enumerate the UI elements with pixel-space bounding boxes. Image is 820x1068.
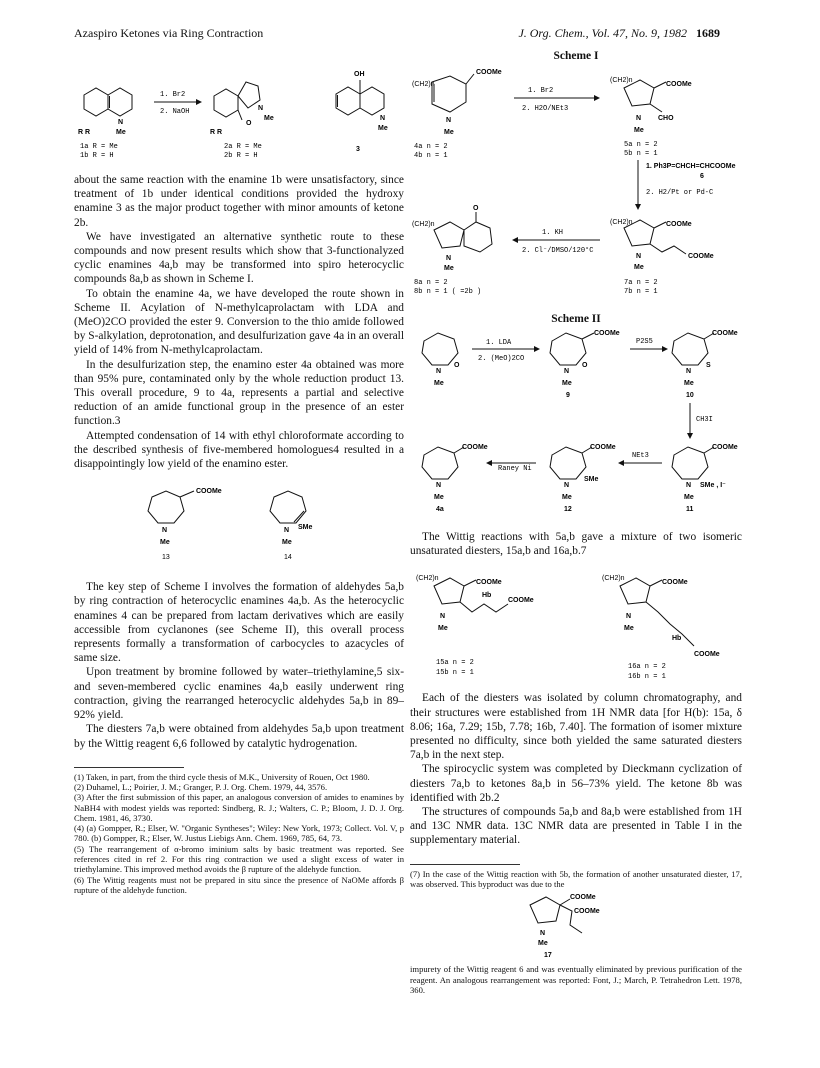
- reagent-1: 1. Br2: [160, 91, 186, 99]
- structure-5: [624, 80, 666, 112]
- CH2n-5: (CH2)n: [610, 77, 633, 84]
- structure-2: [214, 82, 260, 120]
- label-4b: 4b n = 1: [414, 152, 448, 160]
- atom-N-3: N: [380, 115, 386, 122]
- right-body-text-2: [410, 691, 742, 847]
- N-lactam: N: [436, 368, 442, 375]
- footnote: (1) Taken, in part, from the third cycle thesis of M.K., University of Rouen, Oct 1980.: [74, 771, 370, 782]
- SMe-11: SMe , I⁻: [700, 482, 726, 489]
- Me-5: Me: [634, 127, 644, 134]
- structure-4a: [422, 447, 464, 479]
- footnote: (4) (a) Gompper, R.; Elser, W. "Organic Syntheses"; Wiley: New York, 1973; Collect. Vol. V, p 780. (b) Gompper, R.; Elser, W. Justus Liebigs Ann. Chem. 1969, 785, 64, 73.: [74, 823, 404, 844]
- COOMe-7a: COOMe: [666, 221, 692, 228]
- structure-12: [550, 447, 592, 479]
- scheme2-step5: Raney Ni: [498, 465, 532, 473]
- atom-RR-2: R R: [210, 129, 223, 136]
- label-15b: 15b n = 1: [436, 669, 474, 678]
- footnote: (2) Duhamel, L.; Poirier, J. M.; Granger, P. J. Org. Chem. 1979, 44, 3576.: [74, 782, 328, 792]
- N-4a: N: [436, 482, 442, 489]
- N-4: N: [446, 117, 452, 124]
- COOMe-7b: COOMe: [688, 253, 714, 260]
- paragraph: Upon treatment by bromine followed by water–triethylamine,5 six- and seven-membered cyclic enamines 4a,b easily underwent ring contraction, giving the rearranged heterocyclic aldehydes 5a,b in 89–92% yield.: [74, 666, 404, 722]
- Hb-16: Hb: [672, 635, 682, 643]
- right-column: [410, 50, 742, 995]
- COOMe-4a: COOMe: [462, 444, 488, 451]
- label-5b: 5b n = 1: [624, 150, 658, 158]
- label-4a: 4a n = 2: [414, 143, 448, 151]
- label-10: 10: [686, 392, 694, 399]
- label-8a: 8a n = 2: [414, 279, 448, 287]
- scheme-1-figure: [410, 62, 742, 302]
- COOMe-15b: COOMe: [508, 597, 534, 605]
- label-16a: 16a n = 2: [628, 663, 666, 672]
- scheme1-step2a-label: 6: [700, 173, 704, 180]
- atom-N-1: N: [118, 119, 124, 126]
- Me-4: Me: [444, 129, 454, 136]
- structure-11: [672, 447, 714, 479]
- scheme-1-title: Scheme I: [553, 50, 599, 62]
- SMe-12: SMe: [584, 476, 599, 483]
- CHO-5: CHO: [658, 115, 674, 122]
- footnotes-left: [74, 772, 404, 896]
- label-16b: 16b n = 1: [628, 673, 666, 682]
- paragraph: In the desulfurization step, the enamino ester 4a obtained was more than 95% pure, contaminated only by the whole reduction product 13. This overall procedure, 9 to 4a, represents a partial and selective reduction of an amide functional group in the presence of an ester function.3: [74, 358, 404, 428]
- Me-7: Me: [634, 264, 644, 271]
- scheme-2-title: Scheme II: [551, 313, 601, 325]
- label-12: 12: [564, 506, 572, 513]
- N-5: N: [636, 115, 642, 122]
- CH2n-16: (CH2)n: [602, 575, 625, 583]
- label-7b: 7b n = 1: [624, 288, 658, 296]
- label-9: 9: [566, 392, 570, 399]
- scheme1-step3b: 2. Cl⁻/DMSO/120°C: [522, 247, 594, 255]
- CH2n-15: (CH2)n: [416, 575, 439, 583]
- Me-8: Me: [444, 265, 454, 272]
- scheme2-step4: NEt3: [632, 452, 649, 460]
- N-9: N: [564, 368, 570, 375]
- N-10: N: [686, 368, 692, 375]
- footnote: (5) The rearrangement of α-bromo iminium salts by basic treatment was reported. See references cited in ref 2. For this ring contraction we used a slight excess of water in triethylamine. This improved method avoids the β rupture of the aldehyde function.: [74, 843, 404, 875]
- label-8b: 8b n = 1 ( =2b ): [414, 288, 482, 296]
- structure-3: [336, 80, 384, 115]
- COOMe-16b: COOMe: [694, 651, 720, 659]
- left-body-text-1: [74, 173, 404, 471]
- footnote: (3) After the first submission of this paper, an analogous conversion of amides to enamines by NaBH4 with modest yields was reported: Sindberg, R. J.; Walters, C. P.; Bloom, J. D. J. Org. Chem. 1981, 46, 3730.: [74, 792, 404, 823]
- paragraph: We have investigated an alternative synthetic route to these compounds and now present results which show that 3-functionalyzed cyclic enamines 4a,b may be transformed into spiro heterocyclic compounds 8a,b as shown in Scheme I.: [74, 230, 404, 286]
- Me-lactam: Me: [434, 380, 444, 387]
- Me-9: Me: [562, 380, 572, 387]
- COOMe-11: COOMe: [712, 444, 738, 451]
- label-11: 11: [686, 506, 694, 513]
- scheme1-step1a: 1. Br2: [528, 87, 554, 95]
- paragraph: The structures of compounds 5a,b and 8a,b were established from 1H and 13C NMR data. 13C NMR data are presented in Table I in the supplementary material.: [410, 806, 742, 847]
- O-8: O: [473, 205, 479, 212]
- N-11: N: [686, 482, 692, 489]
- atom-O-2: O: [246, 120, 252, 127]
- structure-1: [84, 88, 132, 116]
- scheme2-step3: CH3I: [696, 416, 713, 424]
- footnote-rule: [74, 767, 184, 768]
- atom-OH-3: OH: [354, 71, 365, 78]
- atom-Me-3: Me: [378, 125, 388, 132]
- paragraph: Attempted condensation of 14 with ethyl chloroformate according to the described synthesis of five-membered homologues4 resulted in a disappointingly low yield of the enamino ester.: [74, 429, 404, 471]
- Me-17: Me: [538, 940, 548, 948]
- COOMe-17b: COOMe: [574, 908, 600, 916]
- structure-17: [530, 897, 582, 933]
- Me-16: Me: [624, 625, 634, 633]
- structure-17-figure: [410, 889, 742, 959]
- diester-figure: [410, 564, 742, 682]
- paragraph: The diesters 7a,b were obtained from aldehydes 5a,b upon treatment by the Wittig reagent 6,6 followed by catalytic hydrogenation.: [74, 723, 404, 750]
- atom-RR-1: R R: [78, 129, 91, 136]
- label-3: 3: [356, 146, 360, 153]
- structure-16: [620, 578, 694, 646]
- N-7: N: [636, 253, 642, 260]
- COOMe-12: COOMe: [590, 444, 616, 451]
- left-column: [74, 50, 404, 895]
- COOMe-16a: COOMe: [662, 579, 688, 587]
- Hb-15: Hb: [482, 592, 492, 600]
- running-head: Azaspiro Ketones via Ring Contraction: [74, 26, 264, 40]
- footnotes-right: [410, 869, 742, 995]
- COOMe-15a: COOMe: [476, 579, 502, 587]
- atom-N-13: N: [162, 527, 168, 535]
- N-8: N: [446, 255, 452, 262]
- COOMe-4: COOMe: [476, 69, 502, 76]
- scheme1-step1b: 2. H2O/NEt3: [522, 105, 569, 113]
- atom-COOMe-13: COOMe: [196, 488, 222, 496]
- label-5a: 5a n = 2: [624, 141, 658, 149]
- footnote: (6) The Wittig reagents must not be prepared in situ since the presence of NaOMe affords β rupture of the aldehyde function.: [74, 874, 404, 895]
- atom-Me-14: Me: [282, 539, 292, 547]
- structures-13-14: [74, 481, 404, 563]
- left-body-text-2: [74, 580, 404, 750]
- journal-citation: [518, 26, 720, 41]
- structure-4: [432, 74, 474, 112]
- structure-14: [270, 491, 306, 523]
- N-15: N: [440, 613, 446, 621]
- label-14: 14: [284, 554, 292, 562]
- label-13: 13: [162, 554, 170, 562]
- paragraph: The key step of Scheme I involves the formation of aldehydes 5a,b by ring contraction of heterocyclic enamines 4a,b. As the heterocyclic enamines 4 can be prepared from lactam derivatives which are easily accessible from cyclanones (see Scheme II), this overall process represents formally a transformation of carbocycles to azacycles of same size.: [74, 581, 404, 665]
- structure-9: [550, 333, 594, 365]
- label-15a: 15a n = 2: [436, 659, 474, 668]
- paragraph: about the same reaction with the enamine 1b were unsatisfactory, since treatment of 1b under identical conditions provided the hydroxy enamine 3 as the major product together with minor amounts of ketone 2b.: [74, 174, 404, 229]
- N-12: N: [564, 482, 570, 489]
- S-10: S: [706, 362, 711, 369]
- CH2n-7: (CH2)n: [610, 219, 633, 226]
- COOMe-9: COOMe: [594, 330, 620, 337]
- atom-SMe-14: SMe: [298, 524, 313, 532]
- top-reaction-figure: [74, 50, 404, 160]
- structure-8: [434, 212, 492, 252]
- label-2b: 2b R = H: [224, 152, 258, 160]
- paragraph: Each of the diesters was isolated by column chromatography, and their structures were established from 1H NMR data [for H(b): 15a, δ 8.06; 16a, 7.29; 15b, 7.78; 16b, 7.40]. The formation of isomer mixture presented no difficulty, since both yielded the same saturated diesters 7a,b in the next step.: [410, 692, 742, 762]
- footnote: impurety of the Wittig reagent 6 and was eventually eliminated by previous purification of the reagent. An analogous rearrangement was reported: Font, J.; March, P. Tetrahedron Lett. 1978, 360.: [410, 964, 742, 995]
- COOMe-17a: COOMe: [570, 894, 596, 902]
- CH2n-8: (CH2)n: [412, 221, 435, 228]
- page-number: 1689: [696, 26, 720, 40]
- Me-10: Me: [684, 380, 694, 387]
- right-body-text-1: [410, 530, 742, 558]
- atom-N-14: N: [284, 527, 290, 535]
- label-17: 17: [544, 952, 552, 960]
- COOMe-10: COOMe: [712, 330, 738, 337]
- label-4a-s2: 4a: [436, 506, 444, 513]
- journal-ref: J. Org. Chem., Vol. 47, No. 9, 1982: [518, 26, 687, 40]
- scheme1-step3a: 1. KH: [542, 229, 564, 237]
- O-lactam: O: [454, 362, 460, 369]
- scheme2-step1a: 1. LDA: [486, 339, 512, 347]
- atom-N-2: N: [258, 105, 264, 112]
- label-1a: 1a R = Me: [80, 143, 118, 151]
- Me-4a: Me: [434, 494, 444, 501]
- scheme2-step1b: 2. (MeO)2CO: [478, 355, 525, 363]
- N-17: N: [540, 930, 546, 938]
- scheme-2-figure: [410, 325, 742, 515]
- reagent-2: 2. NaOH: [160, 108, 190, 116]
- structure-caprolactam: [422, 333, 458, 365]
- structure-10: [672, 333, 714, 365]
- footnote-rule-right: [410, 864, 520, 865]
- N-16: N: [626, 613, 632, 621]
- atom-Me-2: Me: [264, 115, 274, 122]
- Me-12: Me: [562, 494, 572, 501]
- atom-Me-13: Me: [160, 539, 170, 547]
- paragraph: The spirocyclic system was completed by Dieckmann cyclization of diesters 7a,b to ketones 8a,b in 56–73% yield. The ketone 8b was identified with 2b.2: [410, 763, 742, 804]
- scheme1-step2a: 1. Ph3P=CHCH=CHCOOMe: [646, 163, 736, 170]
- Me-11: Me: [684, 494, 694, 501]
- scheme1-step2b: 2. H2/Pt or Pd-C: [646, 189, 714, 197]
- paragraph: To obtain the enamine 4a, we have developed the route shown in Scheme II. Acylation of N-methylcaprolactam with LDA and (MeO)2CO provided the ester 9. Conversion to the thio amide followed by S-alkylation, deprotonation, and desulfurization gave 4a in an overall yield of 14% from N-methylcaprolactam.: [74, 287, 404, 357]
- footnote: (7) In the case of the Wittig reaction with 5b, the formation of another unsaturated diester, 17, was observed. This byproduct was due to the: [410, 868, 742, 889]
- CH2n-4: (CH2)n: [412, 81, 435, 88]
- label-1b: 1b R = H: [80, 152, 114, 160]
- O-9: O: [582, 362, 588, 369]
- COOMe-5: COOMe: [666, 81, 692, 88]
- paragraph: The Wittig reactions with 5a,b gave a mixture of two isomeric unsaturated diesters, 15a,b and 16a,b.7: [410, 531, 742, 558]
- label-7a: 7a n = 2: [624, 279, 658, 287]
- Me-15: Me: [438, 625, 448, 633]
- label-2a: 2a R = Me: [224, 143, 262, 151]
- structure-13: [148, 491, 194, 523]
- atom-Me-1: Me: [116, 129, 126, 136]
- scheme2-step2: P2S5: [636, 338, 653, 346]
